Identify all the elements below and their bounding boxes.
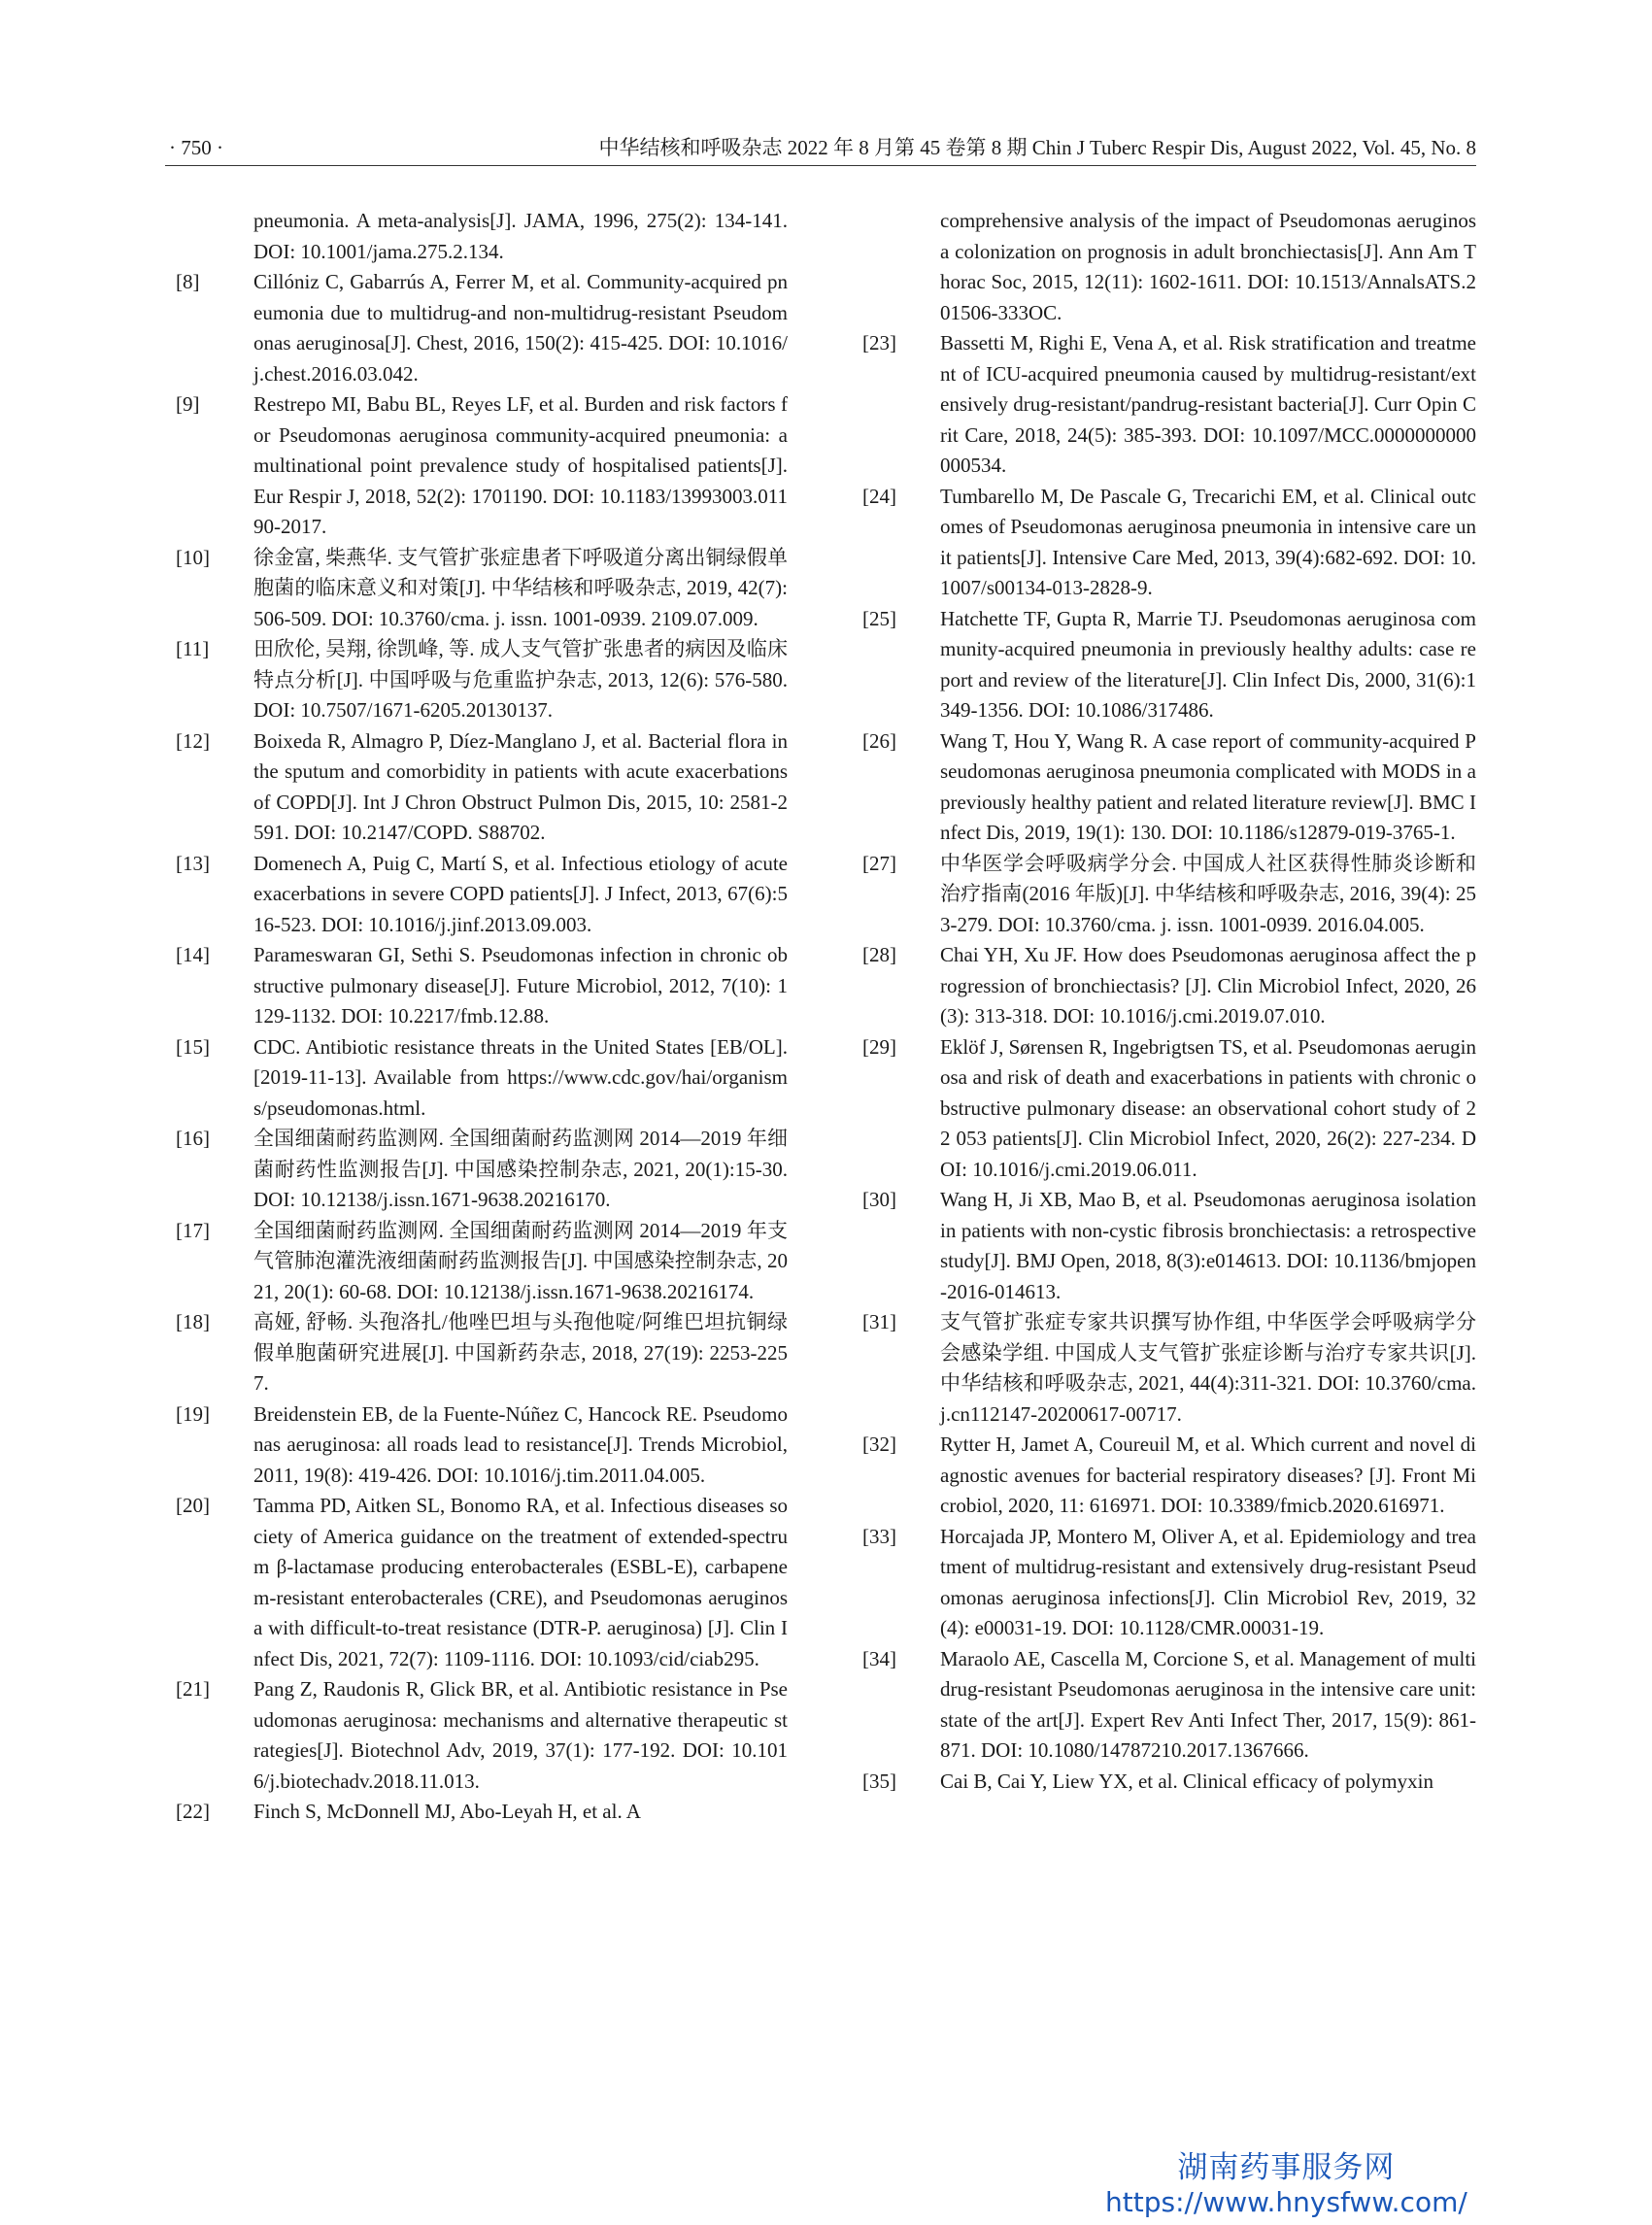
reference-entry [176, 726, 788, 849]
watermark-title: 湖南药事服务网 [1177, 2150, 1396, 2185]
reference-number: [23] [862, 331, 896, 354]
reference-text: Hatchette TF, Gupta R, Marrie TJ. Pseudomonas aeruginosa community-acquired pneumonia in previously healthy adults: case report and review of the literature[J]. Clin Infect Dis, 2000, 31(6):1349-1356. DOI: 10.1086/317486. [940, 606, 1476, 722]
reference-number: [16] [176, 1127, 210, 1150]
reference-entry [176, 543, 788, 635]
reference-column-right [862, 206, 1476, 1797]
reference-entry [176, 940, 788, 1032]
reference-text: Chai YH, Xu JF. How does Pseudomonas aeruginosa affect the progression of bronchiectasis? [J]. Clin Microbiol Infect, 2020, 26(3): 313-318. DOI: 10.1016/j.cmi.2019.07.010. [940, 943, 1476, 1028]
reference-number: [24] [862, 484, 896, 508]
reference-text: Cai B, Cai Y, Liew YX, et al. Clinical efficacy of polymyxin [940, 1769, 1433, 1793]
watermark-url: https://www.hnysfww.com/ [1105, 2186, 1467, 2218]
reference-text: 中华医学会呼吸病学分会. 中国成人社区获得性肺炎诊断和治疗指南(2016 年版)[J]. 中华结核和呼吸杂志, 2016, 39(4): 253-279. DOI: 10.3760/cma. j. issn. 1001-0939. 2016.04.005. [940, 851, 1476, 936]
reference-text: Rytter H, Jamet A, Coureuil M, et al. Which current and novel diagnostic avenues for bacterial respiratory diseases? [J]. Front Microbiol, 2020, 11: 616971. DOI: 10.3389/fmicb.2020.616971. [940, 1433, 1476, 1517]
reference-text: Tamma PD, Aitken SL, Bonomo RA, et al. Infectious diseases society of America guidance on the treatment of extended-spectrum β-lactamase producing enterobacterales (ESBL-E), carbapenem-resistant enterobacterales (CRE), and Pseudomonas aeruginosa with difficult-to-treat resistance (DTR-P. aeruginosa) [J]. Clin Infect Dis, 2021, 72(7): 1109-1116. DOI: 10.1093/cid/ciab295. [253, 1494, 788, 1670]
reference-entry [862, 1430, 1476, 1522]
reference-number: [34] [862, 1646, 896, 1670]
reference-entry [176, 206, 788, 267]
reference-number: [15] [176, 1034, 210, 1059]
watermark [1105, 2148, 1467, 2218]
reference-number: [25] [862, 606, 896, 630]
reference-text: Maraolo AE, Cascella M, Corcione S, et al. Management of multidrug-resistant Pseudomonas aeruginosa in the intensive care unit: state of the art[J]. Expert Rev Anti Infect Ther, 2017, 15(9): 861-871. DOI: 10.1080/14787210.2017.1367666. [940, 1646, 1476, 1762]
reference-number: [29] [862, 1034, 896, 1059]
reference-number: [14] [176, 943, 210, 966]
reference-entry [176, 1032, 788, 1125]
reference-number: [12] [176, 728, 210, 753]
reference-number: [9] [176, 392, 200, 416]
reference-column-left [176, 206, 788, 1828]
reference-text: Pang Z, Raudonis R, Glick BR, et al. Antibiotic resistance in Pseudomonas aeruginosa: mechanisms and alternative therapeutic strategies[J]. Biotechnol Adv, 2019, 37(1): 177-192. DOI: 10.1016/j.biotechadv.2018.11.013. [253, 1677, 788, 1793]
reference-number: [22] [176, 1800, 210, 1823]
page-number: · 750 · [169, 136, 223, 159]
reference-number: [20] [176, 1494, 210, 1517]
reference-entry [862, 206, 1476, 328]
reference-text: comprehensive analysis of the impact of Pseudomonas aeruginosa colonization on prognosis in adult bronchiectasis[J]. Ann Am Thorac Soc, 2015, 12(11): 1602-1611. DOI: 10.1513/AnnalsATS.201506-333OC. [940, 209, 1476, 324]
reference-entry [176, 1674, 788, 1797]
reference-entry [176, 1307, 788, 1399]
reference-number: [28] [862, 943, 896, 966]
reference-text: Cillóniz C, Gabarrús A, Ferrer M, et al. Community-acquired pneumonia due to multidrug-and non-multidrug-resistant Pseudomonas aeruginosa[J]. Chest, 2016, 150(2): 415-425. DOI: 10.1016/j.chest.2016.03.042. [253, 270, 788, 386]
reference-entry [862, 604, 1476, 726]
reference-number: [21] [176, 1677, 210, 1701]
reference-number: [26] [862, 728, 896, 753]
reference-entry [176, 389, 788, 543]
reference-number: [32] [862, 1433, 896, 1456]
reference-entry [862, 328, 1476, 482]
reference-text: 全国细菌耐药监测网. 全国细菌耐药监测网 2014—2019 年细菌耐药性监测报告[J]. 中国感染控制杂志, 2021, 20(1):15-30. DOI: 10.12138/j.issn.1671-9638.20216170. [253, 1127, 788, 1211]
reference-number: [35] [862, 1769, 896, 1793]
reference-number: [18] [176, 1310, 210, 1333]
reference-entry [862, 1767, 1476, 1798]
reference-text: 支气管扩张症专家共识撰写协作组, 中华医学会呼吸病学分会感染学组. 中国成人支气管扩张症诊断与治疗专家共识[J]. 中华结核和呼吸杂志, 2021, 44(4):311-321. DOI: 10.3760/cma.j.cn112147-20200617-00717. [940, 1310, 1476, 1426]
reference-text: pneumonia. A meta-analysis[J]. JAMA, 1996, 275(2): 134-141. DOI: 10.1001/jama.275.2.134. [253, 209, 788, 263]
reference-number: [8] [176, 270, 200, 293]
reference-entry [176, 1491, 788, 1674]
reference-number: [13] [176, 851, 210, 875]
reference-text: Tumbarello M, De Pascale G, Trecarichi EM, et al. Clinical outcomes of Pseudomonas aeruginosa pneumonia in intensive care unit patients[J]. Intensive Care Med, 2013, 39(4):682-692. DOI: 10.1007/s00134-013-2828-9. [940, 484, 1476, 599]
reference-text: Eklöf J, Sørensen R, Ingebrigtsen TS, et al. Pseudomonas aeruginosa and risk of death and exacerbations in patients with chronic obstructive pulmonary disease: an observational cohort study of 22 053 patients[J]. Clin Microbiol Infect, 2020, 26(2): 227-234. DOI: 10.1016/j.cmi.2019.06.011. [940, 1034, 1476, 1181]
reference-number: [10] [176, 545, 210, 569]
reference-entry [176, 1124, 788, 1216]
reference-entry [176, 849, 788, 941]
reference-text: Wang T, Hou Y, Wang R. A case report of community-acquired Pseudomonas aeruginosa pneumonia complicated with MODS in a previously healthy patient and related literature review[J]. BMC Infect Dis, 2019, 19(1): 130. DOI: 10.1186/s12879-019-3765-1. [940, 728, 1476, 844]
reference-entry [862, 1307, 1476, 1430]
reference-text: Parameswaran GI, Sethi S. Pseudomonas infection in chronic obstructive pulmonary disease[J]. Future Microbiol, 2012, 7(10): 1129-1132. DOI: 10.2217/fmb.12.88. [253, 943, 788, 1028]
reference-text: Wang H, Ji XB, Mao B, et al. Pseudomonas aeruginosa isolation in patients with non-cystic fibrosis bronchiectasis: a retrospective study[J]. BMJ Open, 2018, 8(3):e014613. DOI: 10.1136/bmjopen-2016-014613. [940, 1188, 1476, 1303]
reference-entry [862, 1522, 1476, 1644]
running-header [165, 130, 1476, 166]
reference-entry [176, 1399, 788, 1492]
reference-number: [19] [176, 1401, 210, 1426]
reference-entry [176, 267, 788, 389]
reference-text: 高娅, 舒畅. 头孢洛扎/他唑巴坦与头孢他啶/阿维巴坦抗铜绿假单胞菌研究进展[J]. 中国新药杂志, 2018, 27(19): 2253-2257. [253, 1310, 788, 1395]
reference-text: Breidenstein EB, de la Fuente-Núñez C, Hancock RE. Pseudomonas aeruginosa: all roads lead to resistance[J]. Trends Microbiol, 2011, 19(8): 419-426. DOI: 10.1016/j.tim.2011.04.005. [253, 1401, 788, 1487]
reference-entry [862, 1644, 1476, 1767]
reference-number: [30] [862, 1188, 896, 1211]
reference-text: Restrepo MI, Babu BL, Reyes LF, et al. Burden and risk factors for Pseudomonas aeruginosa community-acquired pneumonia: a multinational point prevalence study of hospitalised patients[J]. Eur Respir J, 2018, 52(2): 1701190. DOI: 10.1183/13993003.01190-2017. [253, 392, 788, 538]
reference-entry [862, 482, 1476, 604]
reference-text: Bassetti M, Righi E, Vena A, et al. Risk stratification and treatment of ICU-acquired pneumonia caused by multidrug-resistant/extensively drug-resistant/pandrug-resistant bacteria[J]. Curr Opin Crit Care, 2018, 24(5): 385-393. DOI: 10.1097/MCC.0000000000000534. [940, 331, 1476, 477]
reference-text: Horcajada JP, Montero M, Oliver A, et al. Epidemiology and treatment of multidrug-resistant and extensively drug-resistant Pseudomonas aeruginosa infections[J]. Clin Microbiol Rev, 2019, 32(4): e00031-19. DOI: 10.1128/CMR.00031-19. [940, 1524, 1476, 1639]
reference-number: [11] [176, 637, 210, 660]
journal-citation: 中华结核和呼吸杂志 2022 年 8 月第 45 卷第 8 期 Chin J Tuberc Respir Dis, August 2022, Vol. 45, No. 8 [598, 136, 1476, 159]
reference-entry [176, 1216, 788, 1308]
reference-entry [176, 1797, 788, 1828]
reference-text: 徐金富, 柴燕华. 支气管扩张症患者下呼吸道分离出铜绿假单胞菌的临床意义和对策[J]. 中华结核和呼吸杂志, 2019, 42(7): 506-509. DOI: 10.3760/cma. j. issn. 1001-0939. 2109.07.009. [253, 545, 788, 630]
reference-text: Finch S, McDonnell MJ, Abo-Leyah H, et al. A [253, 1800, 641, 1823]
reference-number: [27] [862, 851, 896, 875]
reference-text: Domenech A, Puig C, Martí S, et al. Infectious etiology of acute exacerbations in severe COPD patients[J]. J Infect, 2013, 67(6):516-523. DOI: 10.1016/j.jinf.2013.09.003. [253, 851, 788, 936]
reference-entry [176, 634, 788, 726]
reference-entry [862, 940, 1476, 1032]
reference-text: 全国细菌耐药监测网. 全国细菌耐药监测网 2014—2019 年支气管肺泡灌洗液细菌耐药监测报告[J]. 中国感染控制杂志, 2021, 20(1): 60-68. DOI: 10.12138/j.issn.1671-9638.20216174. [253, 1218, 788, 1303]
reference-entry [862, 1185, 1476, 1307]
reference-number: [33] [862, 1524, 896, 1548]
reference-text: Boixeda R, Almagro P, Díez-Manglano J, et al. Bacterial flora in the sputum and comorbidity in patients with acute exacerbations of COPD[J]. Int J Chron Obstruct Pulmon Dis, 2015, 10: 2581-2591. DOI: 10.2147/COPD. S88702. [253, 728, 788, 844]
reference-entry [862, 849, 1476, 941]
reference-text: 田欣伦, 吴翔, 徐凯峰, 等. 成人支气管扩张患者的病因及临床特点分析[J]. 中国呼吸与危重监护杂志, 2013, 12(6): 576-580. DOI: 10.7507/1671-6205.20130137. [253, 637, 788, 722]
reference-number: [17] [176, 1218, 210, 1242]
reference-entry [862, 726, 1476, 849]
reference-entry [862, 1032, 1476, 1186]
reference-number: [31] [862, 1310, 896, 1333]
reference-text: CDC. Antibiotic resistance threats in the United States [EB/OL]. [2019-11-13]. Available from https://www.cdc.gov/hai/organisms/pseudomonas.html. [253, 1034, 788, 1120]
